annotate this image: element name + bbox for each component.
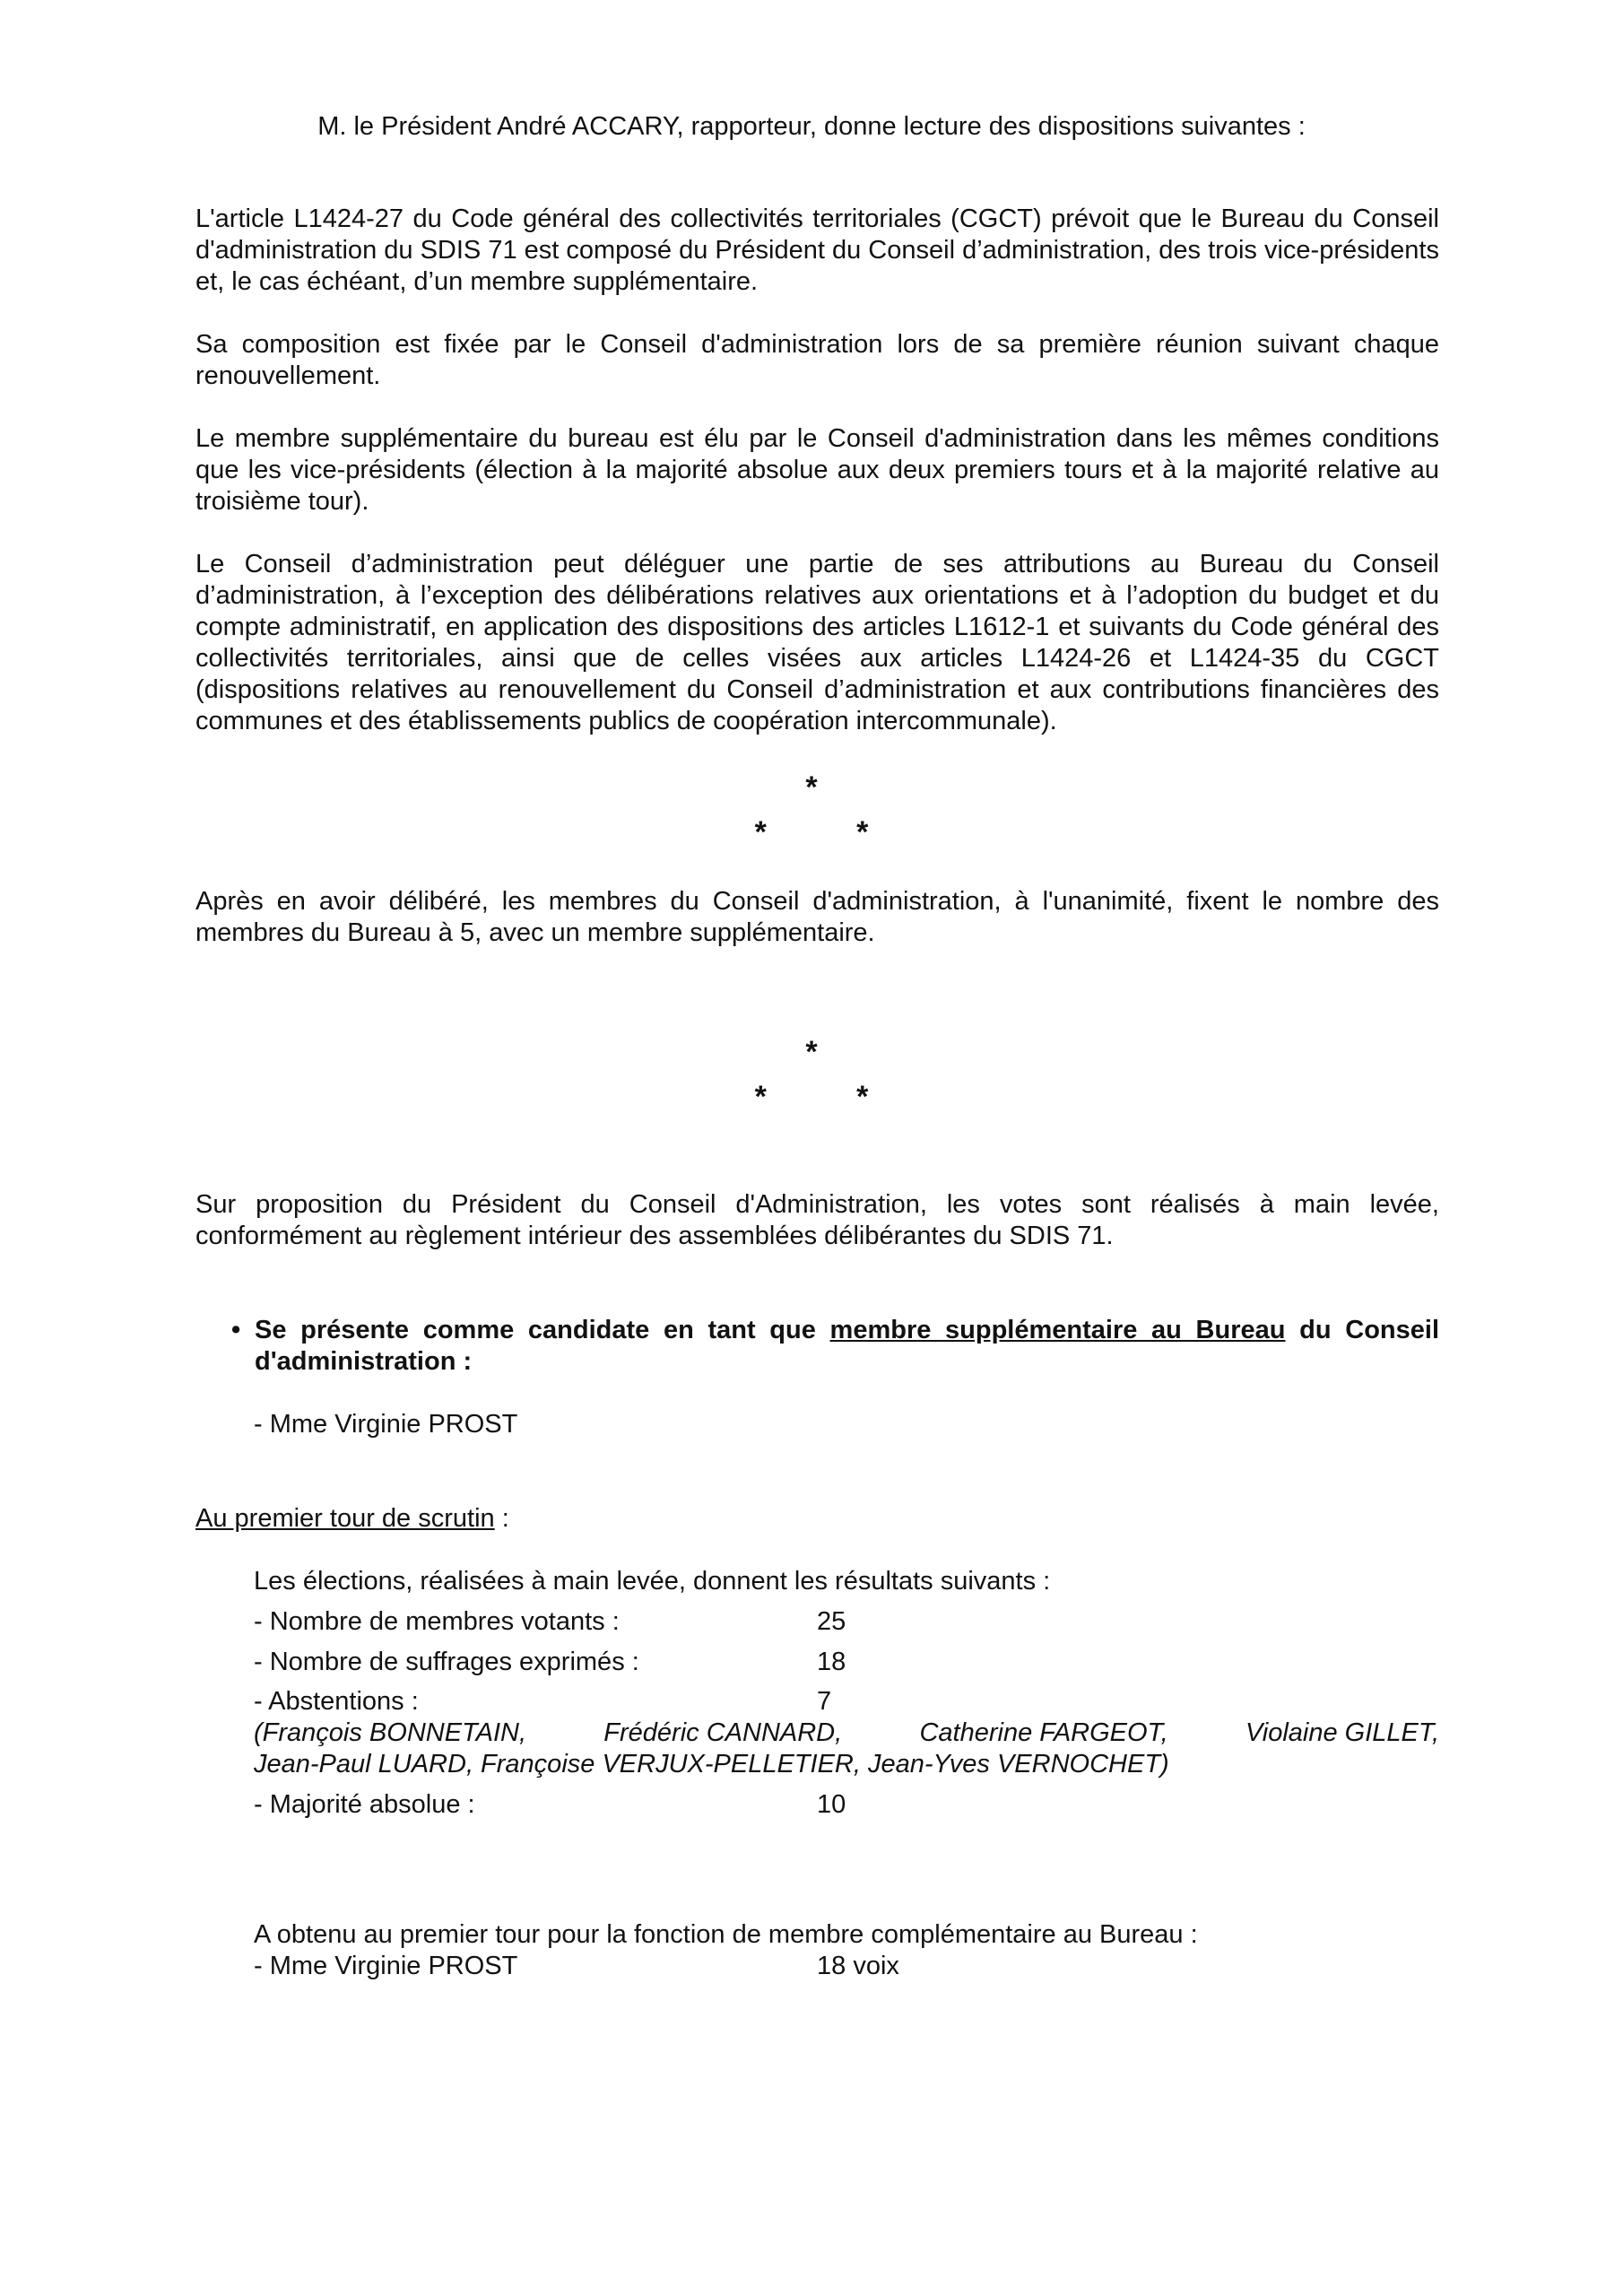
result-majorite	[254, 1789, 935, 1821]
result-votants	[254, 1606, 935, 1638]
separator-stars	[0, 765, 1623, 855]
abstainer-name: Violaine GILLET,	[1245, 1718, 1439, 1747]
results-intro: Les élections, réalisées à main levée, donnent les résultats suivants :	[254, 1567, 1051, 1596]
candidate-name: - Mme Virginie PROST	[254, 1410, 518, 1439]
result-label: - Majorité absolue :	[254, 1790, 475, 1819]
abstainer-name: (François BONNETAIN,	[254, 1718, 527, 1747]
result-label: - Nombre de membres votants :	[254, 1607, 620, 1636]
result-abstentions	[254, 1686, 935, 1718]
separator-stars-2	[0, 1030, 1623, 1119]
paragraph-decision: Après en avoir délibéré, les membres du Conseil d'administration, à l'unanimité, fixent le nombre des membres du Bureau à 5, avec un membre supplémentaire.	[195, 887, 1439, 947]
first-round-heading	[195, 1503, 509, 1535]
result-value: 10	[817, 1790, 846, 1819]
result-value: 18	[817, 1648, 846, 1676]
candidacy-bullet	[231, 1315, 1439, 1378]
separator-top: *	[805, 1035, 818, 1069]
outcome-name: - Mme Virginie PROST	[254, 1952, 518, 1980]
abstainer-name: Catherine FARGEOT,	[919, 1718, 1168, 1747]
paragraph-vote-method: Sur proposition du Président du Conseil d'Administration, les votes sont réalisés à main levée, conformément au règlement intérieur des assemblées délibérantes du SDIS 71.	[195, 1190, 1439, 1250]
result-exprimes	[254, 1647, 935, 1678]
candidacy-suffix: du Conseil d'administration :	[255, 1316, 1439, 1376]
result-value: 25	[817, 1607, 846, 1636]
separator-top: *	[805, 770, 818, 804]
candidacy-prefix: Se présente comme candidate en tant que	[255, 1316, 830, 1344]
paragraph-composition: Sa composition est fixée par le Conseil d'administration lors de sa première réunion suivant chaque renouvellement.	[195, 330, 1439, 390]
result-value: 7	[817, 1687, 832, 1716]
paragraph-article: L'article L1424-27 du Code général des collectivités territoriales (CGCT) prévoit que le Bureau du Conseil d'administration du SDIS 71 est composé du Président du Conseil d’administration, des trois vice-présidents et, le cas échéant, d’un membre supplémentaire.	[195, 204, 1439, 296]
bullet-icon: •	[231, 1316, 241, 1344]
intro-line: M. le Président André ACCARY, rapporteur, donne lecture des dispositions suivantes :	[317, 112, 1306, 141]
abstainers-line-2: Jean-Paul LUARD, Françoise VERJUX-PELLETIER, Jean-Yves VERNOCHET)	[254, 1750, 1169, 1779]
first-round-heading-text: Au premier tour de scrutin	[195, 1504, 495, 1533]
abstainers-line-1	[254, 1718, 1439, 1749]
outcome-votes: 18 voix	[817, 1952, 899, 1980]
separator-bottom: * *	[754, 1080, 869, 1114]
candidacy-underlined: membre supplémentaire au Bureau	[829, 1316, 1286, 1344]
candidacy-text	[255, 1315, 1439, 1378]
abstainers-list	[254, 1718, 1439, 1780]
outcome-text: A obtenu au premier tour pour la fonction de membre complémentaire au Bureau :	[254, 1920, 1198, 1949]
result-label: - Nombre de suffrages exprimés :	[254, 1648, 639, 1676]
abstainer-name: Frédéric CANNARD,	[603, 1718, 843, 1747]
paragraph-supplementary-member: Le membre supplémentaire du bureau est élu par le Conseil d'administration dans les mêmes conditions que les vice-présidents (élection à la majorité absolue aux deux premiers tours et à la majorité relative au troisième tour).	[195, 424, 1439, 516]
outcome-result	[254, 1951, 935, 1982]
result-label: - Abstentions :	[254, 1687, 419, 1716]
first-round-heading-colon: :	[494, 1504, 509, 1533]
separator-bottom: * *	[754, 815, 869, 849]
paragraph-delegation: Le Conseil d’administration peut déléguer une partie de ses attributions au Bureau du Conseil d’administration, à l’exception des délibérations relatives aux orientations et à l’adoption du budget et du compte administratif, en application des dispositions des articles L1612-1 et suivants du Code général des collectivités territoriales, ainsi que de celles visées aux articles L1424-26 et L1424-35 du CGCT (dispositions relatives au renouvellement du Conseil d’administration et aux contributions financières des communes et des établissements publics de coopération intercommunale).	[195, 550, 1439, 735]
